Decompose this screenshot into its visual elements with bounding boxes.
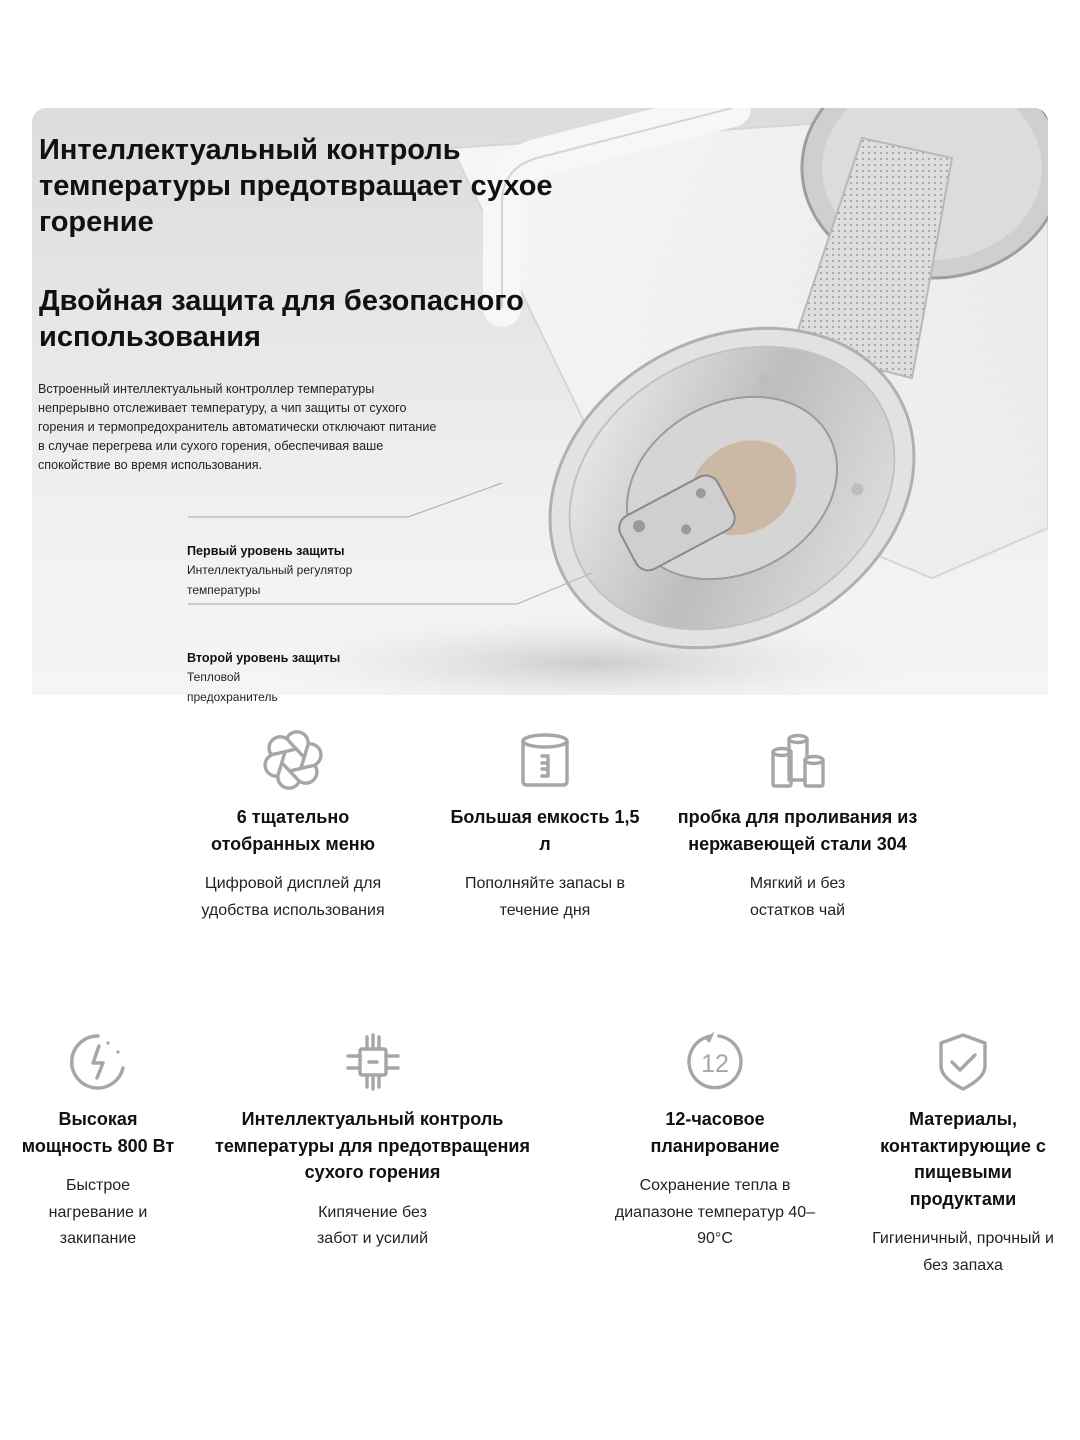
feature-desc: Быстрое нагревание и закипание: [48, 1177, 148, 1247]
flower-knot-icon: [263, 730, 323, 790]
feature-desc: Цифровой дисплей для удобства использования: [201, 875, 385, 919]
hero-banner: [32, 108, 1048, 695]
feature-capacity: [445, 730, 645, 924]
protection-level-title: Второй уровень защиты: [187, 651, 341, 665]
feature-desc: Мягкий и без остатков чай: [749, 875, 846, 919]
power-bolt-icon: [68, 1032, 128, 1092]
feature-title: пробка для проливания из нержавеющей стали 304: [677, 807, 918, 854]
protection-level-desc: предохранитель: [187, 689, 278, 704]
feature-desc: Гигиеничный, прочный и без запаха: [872, 1230, 1054, 1274]
feature-title: Высокая мощность 800 Вт: [21, 1109, 175, 1156]
protection-level-1: [187, 542, 427, 600]
protection-level-desc: Интеллектуальный регулятор: [187, 563, 353, 577]
feature-desc: Пополняйте запасы в течение дня: [464, 875, 626, 919]
cylinders-icon: [768, 730, 828, 790]
protection-level-2: [187, 649, 427, 707]
feature-stainless-stopper: [670, 730, 925, 924]
feature-menus: [193, 730, 393, 924]
feature-title: Интеллектуальный контроль температуры для предотвращения сухого горения: [215, 1109, 530, 1182]
protection-level-title: Первый уровень защиты: [187, 544, 345, 558]
feature-title: 12-часовое планирование: [650, 1109, 780, 1156]
protection-level-desc: температуры: [187, 582, 261, 597]
feature-desc: Кипячение без забот и усилий: [316, 1203, 429, 1247]
feature-smart-temp: [205, 1032, 540, 1253]
feature-title: Материалы, контактирующие с пищевыми продуктами: [880, 1109, 1046, 1209]
protection-level-desc: Тепловой: [187, 670, 241, 684]
jar-scale-icon: [515, 730, 575, 790]
feature-title: Большая емкость 1,5 л: [450, 807, 640, 854]
hero-description: Встроенный интеллектуальный контроллер температуры непрерывно отслеживает температуру, а чип защиты от сухого горения и термопредохранитель автоматически отключают питание в случае перегрева или сухого горения, обеспечивая ваше спокойствие во время использования.: [38, 382, 437, 472]
hero-subtitle: Двойная защита для безопасного использования: [39, 285, 524, 353]
feature-schedule: [600, 1032, 830, 1253]
feature-desc: Сохранение тепла в диапазоне температур 40–90°C: [614, 1177, 816, 1247]
feature-power: [18, 1032, 178, 1253]
shield-check-icon: [933, 1032, 993, 1092]
chip-icon: [343, 1032, 403, 1092]
hero-title: Интеллектуальный контроль температуры предотвращает сухое горение: [39, 134, 553, 238]
timer-12-icon: [685, 1032, 745, 1092]
feature-title: 6 тщательно отобранных меню: [211, 807, 375, 854]
svg-text:12: 12: [701, 1050, 729, 1078]
feature-food-grade: [868, 1032, 1058, 1279]
